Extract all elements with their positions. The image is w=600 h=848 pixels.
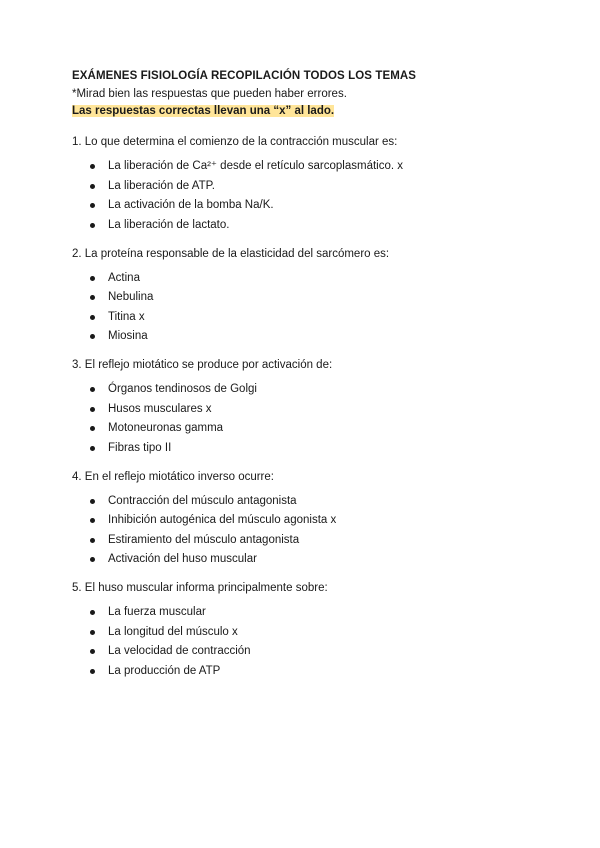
list-item xyxy=(90,514,542,527)
document-title: EXÁMENES FISIOLOGÍA RECOPILACIÓN TODOS LOS TEMAS xyxy=(72,70,417,82)
bullet-icon xyxy=(90,295,95,300)
option-text: La liberación de Ca²⁺ desde el retículo sarcoplasmático. x xyxy=(108,160,403,172)
list-item xyxy=(90,534,542,547)
bullet-icon xyxy=(90,610,95,615)
option-text: La producción de ATP xyxy=(108,664,221,677)
warning-note: *Mirad bien las respuestas que pueden haber errores. xyxy=(72,88,347,100)
question-2-options xyxy=(72,272,542,344)
option-text: Husos musculares x xyxy=(108,402,212,415)
list-item xyxy=(90,442,542,455)
list-item xyxy=(90,383,542,396)
answer-key-note xyxy=(72,105,542,117)
highlighted-text: Las respuestas correctas llevan una “x” al lado. xyxy=(72,105,335,117)
list-item xyxy=(90,272,542,285)
bullet-icon xyxy=(90,499,95,504)
list-item xyxy=(90,665,542,678)
question-3-options xyxy=(72,383,542,455)
option-text: Activación del huso muscular xyxy=(108,553,257,565)
list-item xyxy=(90,219,542,232)
option-text: Órganos tendinosos de Golgi xyxy=(108,383,257,395)
bullet-icon xyxy=(90,426,95,431)
bullet-icon xyxy=(90,276,95,281)
list-item xyxy=(90,291,542,304)
list-item xyxy=(90,626,542,639)
option-text: La liberación de ATP. xyxy=(108,179,215,192)
bullet-icon xyxy=(90,184,95,189)
question-1: 1. Lo que determina el comienzo de la contracción muscular es: xyxy=(72,136,398,148)
list-item xyxy=(90,606,542,619)
option-text: La fuerza muscular xyxy=(108,606,206,618)
question-4-options xyxy=(72,495,542,567)
question-2: 2. La proteína responsable de la elasticidad del sarcómero es: xyxy=(72,247,390,260)
bullet-icon xyxy=(90,407,95,412)
question-3: 3. El reflejo miotático se produce por activación de: xyxy=(72,359,333,371)
bullet-icon xyxy=(90,630,95,635)
option-text: La liberación de lactato. xyxy=(108,218,230,231)
option-text: Miosina xyxy=(108,330,148,342)
option-text: La longitud del músculo x xyxy=(108,625,238,638)
list-item xyxy=(90,422,542,435)
list-item xyxy=(90,180,542,193)
option-text: Contracción del músculo antagonista xyxy=(108,494,297,507)
bullet-icon xyxy=(90,387,95,392)
bullet-icon xyxy=(90,557,95,562)
option-text: Fibras tipo II xyxy=(108,441,172,454)
list-item xyxy=(90,553,542,566)
bullet-icon xyxy=(90,203,95,208)
option-text: Titina x xyxy=(108,310,145,323)
bullet-icon xyxy=(90,538,95,543)
bullet-icon xyxy=(90,164,95,169)
bullet-icon xyxy=(90,446,95,451)
bullet-icon xyxy=(90,518,95,523)
bullet-icon xyxy=(90,649,95,654)
option-text: Motoneuronas gamma xyxy=(108,422,224,434)
list-item xyxy=(90,403,542,416)
list-item xyxy=(90,495,542,508)
list-item xyxy=(90,330,542,343)
question-5: 5. El huso muscular informa principalmente sobre: xyxy=(72,582,328,594)
list-item xyxy=(90,311,542,324)
option-text: Actina xyxy=(108,271,140,284)
option-text: Estiramiento del músculo antagonista xyxy=(108,533,300,546)
list-item xyxy=(90,645,542,658)
option-text: La activación de la bomba Na/K. xyxy=(108,199,274,211)
list-item xyxy=(90,160,542,173)
question-4: 4. En el reflejo miotático inverso ocurre: xyxy=(72,470,274,483)
question-1-options xyxy=(72,160,542,232)
question-5-options xyxy=(72,606,542,678)
list-item xyxy=(90,199,542,212)
option-text: Inhibición autogénica del músculo agonista x xyxy=(108,514,337,526)
bullet-icon xyxy=(90,315,95,320)
bullet-icon xyxy=(90,334,95,339)
option-text: Nebulina xyxy=(108,291,154,303)
bullet-icon xyxy=(90,669,95,674)
document-page xyxy=(72,70,542,694)
option-text: La velocidad de contracción xyxy=(108,645,251,657)
bullet-icon xyxy=(90,223,95,228)
